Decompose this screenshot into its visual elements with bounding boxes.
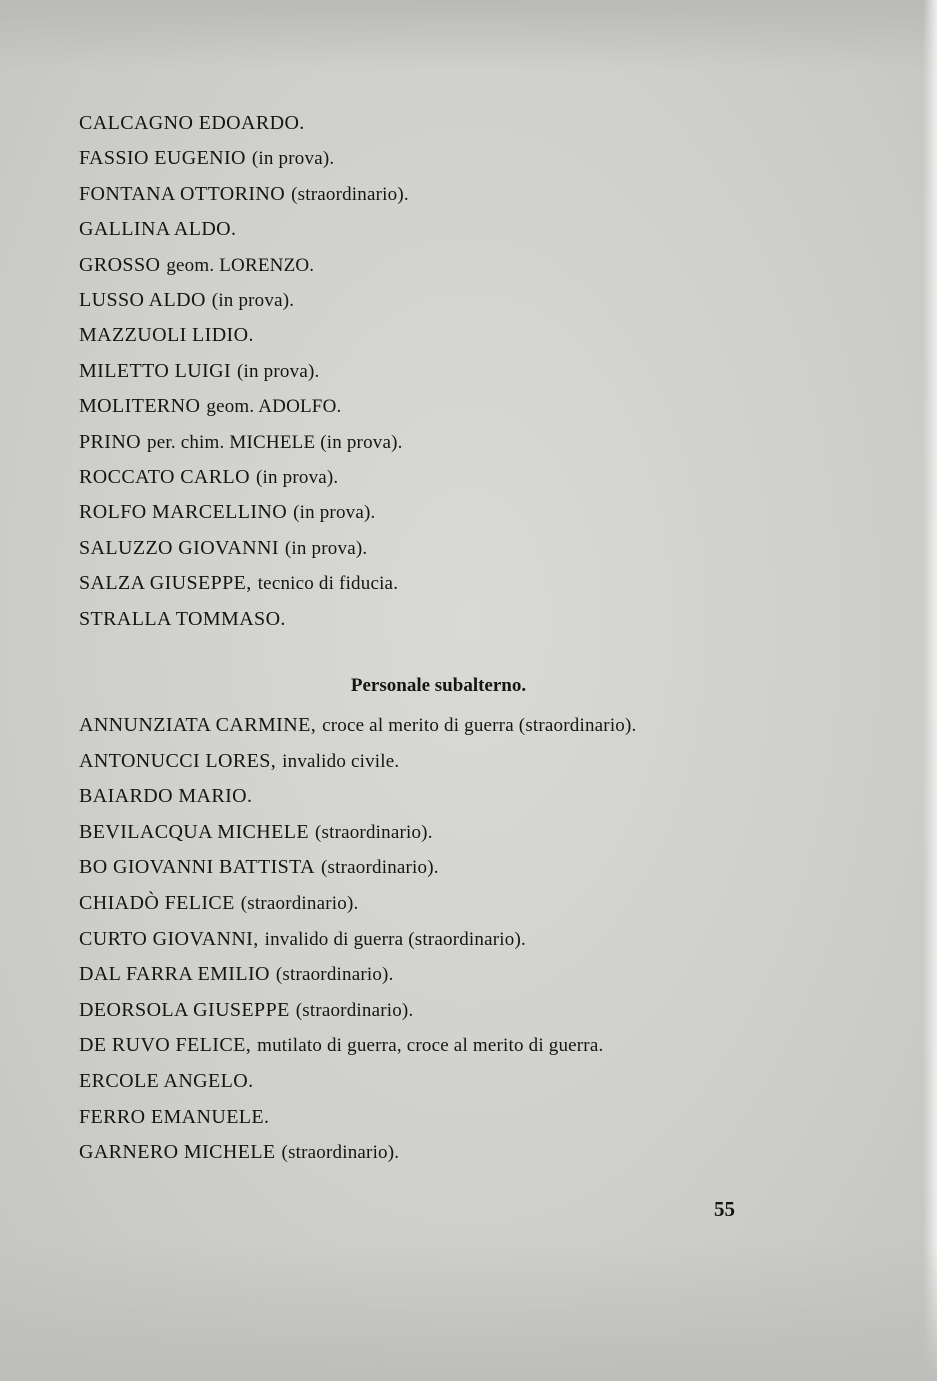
person-note: (in prova).: [251, 148, 335, 170]
list-item: [79, 182, 409, 207]
person-note: (straordinario).: [314, 821, 433, 843]
person-name: LUSSO ALDO: [79, 289, 206, 311]
list-item: [79, 146, 334, 171]
scan-shadow-top: [0, 0, 937, 70]
list-item: [79, 927, 526, 952]
list-item: [79, 571, 398, 596]
person-name: ERCOLE ANGELO.: [79, 1070, 254, 1092]
person-note: geom. LORENZO.: [166, 254, 315, 276]
list-item: [79, 465, 338, 490]
person-note: invalido di guerra (straordinario).: [264, 928, 526, 950]
list-item: [79, 855, 439, 880]
list-item: [79, 430, 403, 455]
page-number: 55: [714, 1197, 735, 1221]
section-heading-text: Personale subalterno.: [350, 675, 527, 696]
person-name: FERRO EMANUELE.: [79, 1105, 270, 1128]
person-name: ROCCATO CARLO: [79, 466, 250, 488]
person-name: BEVILACQUA MICHELE: [79, 820, 309, 843]
list-item: [79, 962, 394, 987]
person-note: tecnico di fiducia.: [257, 573, 399, 595]
list-item: [79, 998, 413, 1023]
person-name: ANTONUCCI LORES,: [79, 749, 277, 772]
list-item: [79, 713, 636, 738]
person-name: ROLFO MARCELLINO: [79, 501, 288, 524]
list-item: [79, 500, 375, 525]
person-name: MAZZUOLI LIDIO.: [79, 324, 254, 347]
person-note: (in prova).: [284, 537, 368, 559]
person-note: croce al merito di guerra (straordinario).: [322, 715, 637, 736]
person-name: GALLINA ALDO.: [79, 218, 237, 241]
person-note: invalido civile.: [282, 750, 400, 772]
person-note: (straordinario).: [275, 964, 394, 986]
list-item: [79, 253, 314, 278]
scan-shadow-bottom: [0, 1241, 937, 1381]
list-item: [79, 394, 341, 419]
person-name: PRINO: [79, 430, 142, 453]
list-item: [79, 111, 311, 136]
list-item: [79, 288, 294, 313]
person-note: (straordinario).: [291, 183, 409, 205]
person-note: (in prova).: [237, 360, 320, 382]
person-name: DE RUVO FELICE,: [79, 1034, 252, 1057]
list-item: [79, 1033, 603, 1058]
person-name: MOLITERNO: [79, 395, 201, 418]
person-note: (in prova).: [211, 290, 295, 311]
person-note: (straordinario).: [295, 999, 414, 1021]
person-name: SALZA GIUSEPPE,: [79, 572, 252, 595]
person-note: geom. ADOLFO.: [206, 396, 342, 418]
person-name: GARNERO MICHELE: [79, 1141, 276, 1164]
list-item: [79, 536, 367, 561]
person-note: (in prova).: [255, 467, 339, 488]
list-item: [79, 784, 258, 809]
list-item: [79, 217, 242, 242]
person-name: FASSIO EUGENIO: [79, 147, 246, 170]
person-name: DAL FARRA EMILIO: [79, 963, 270, 986]
person-name: CALCAGNO EDOARDO.: [79, 112, 305, 134]
person-note: (in prova).: [293, 502, 376, 524]
person-note: (straordinario).: [321, 857, 439, 879]
person-name: MILETTO LUIGI: [79, 359, 232, 382]
list-item: [79, 891, 358, 916]
person-name: FONTANA OTTORINO: [79, 182, 286, 205]
person-name: BO GIOVANNI BATTISTA: [79, 856, 316, 879]
person-name: SALUZZO GIOVANNI: [79, 536, 279, 559]
section-heading: [0, 674, 937, 698]
person-note: (straordinario).: [240, 893, 359, 914]
person-note: mutilato di guerra, croce al merito di guerra.: [257, 1035, 604, 1057]
person-name: BAIARDO MARIO.: [79, 785, 253, 808]
list-item: [79, 1105, 275, 1130]
person-name: CURTO GIOVANNI,: [79, 927, 259, 950]
person-name: DEORSOLA GIUSEPPE: [79, 998, 290, 1021]
list-item: [79, 323, 260, 348]
person-note: (straordinario).: [281, 1142, 400, 1164]
list-item: [79, 1140, 399, 1165]
list-item: [79, 820, 433, 845]
person-name: ANNUNZIATA CARMINE,: [79, 714, 317, 736]
list-item: [79, 1069, 259, 1094]
person-note: per. chim. MICHELE (in prova).: [147, 431, 403, 453]
person-name: GROSSO: [79, 253, 161, 276]
list-item: [79, 607, 292, 632]
person-name: STRALLA TOMMASO.: [79, 607, 286, 630]
list-item: [79, 359, 319, 384]
person-name: CHIADÒ FELICE: [79, 892, 235, 914]
list-item: [79, 749, 399, 774]
